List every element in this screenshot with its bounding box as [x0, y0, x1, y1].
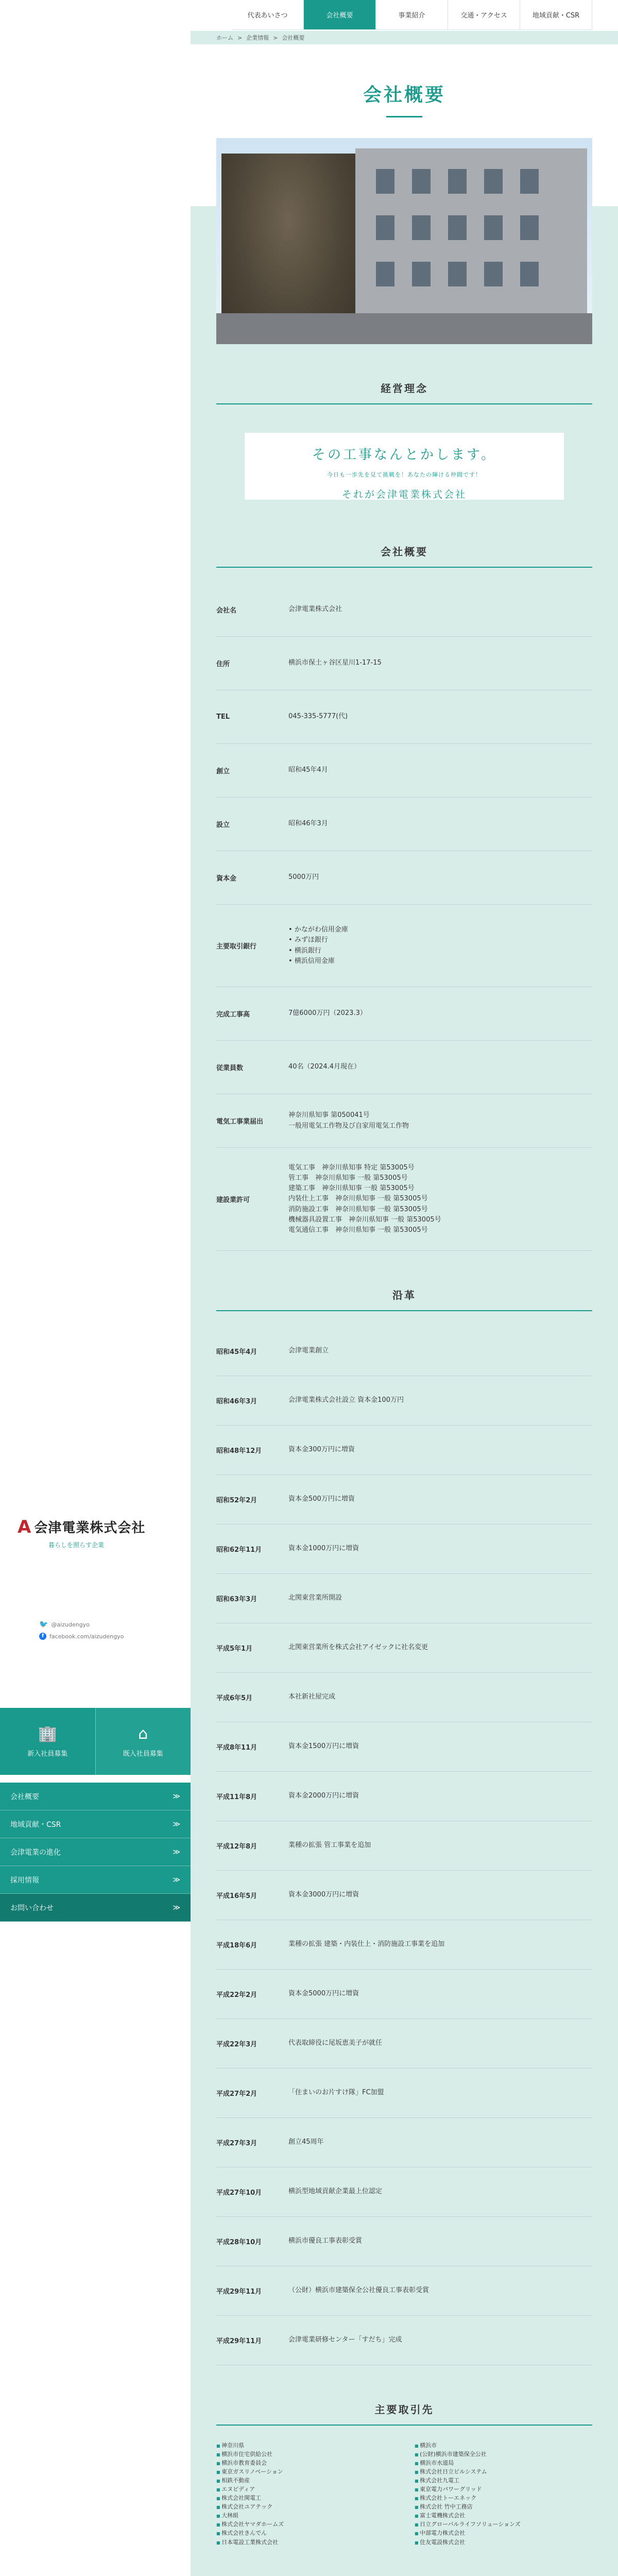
sidebar: [0, 0, 191, 2576]
table-row: 資本金 5000万円: [216, 851, 592, 905]
history-date: 平成29年11月: [216, 2288, 262, 2296]
table-row: 創立 昭和45年4月: [216, 744, 592, 798]
section-divider: [216, 403, 592, 404]
twitter-icon: 🐦: [39, 1620, 48, 1629]
double-chevron-icon: ≫: [173, 1792, 180, 1801]
side-nav: [0, 1783, 191, 1922]
table-row: [216, 2316, 592, 2365]
double-chevron-icon: ≫: [173, 1903, 180, 1912]
overview-table: [216, 583, 592, 1251]
history-date: 平成29年11月: [216, 2337, 262, 2345]
company-logo[interactable]: [18, 1516, 146, 1549]
list-item: ■ 横浜市住宅供給公社: [216, 2450, 394, 2459]
table-row: 会社名 会津電業株式会社: [216, 583, 592, 637]
page-title: 会社概要: [363, 84, 445, 106]
list-item: ■ 株式会社ヤマダホームズ: [216, 2520, 394, 2529]
history-date: 平成12年8月: [216, 1843, 258, 1851]
table-row: [216, 1426, 592, 1475]
philosophy-heading: 経営理念: [381, 382, 428, 395]
table-row: [216, 1920, 592, 1970]
topnav-company[interactable]: 会社概要: [304, 0, 376, 30]
facebook-icon: f: [39, 1633, 46, 1640]
list-item: • みずほ銀行: [288, 935, 592, 945]
history-date: 平成27年2月: [216, 2090, 258, 2098]
history-event: 横浜市優良工事表彰受賞: [288, 2237, 363, 2245]
table-row: [216, 1623, 592, 1673]
table-row: [216, 2167, 592, 2217]
company-building-photo: [216, 138, 592, 344]
clients-heading: 主要取引先: [374, 2403, 434, 2416]
sidenav-contact[interactable]: お問い合わせ ≫: [0, 1894, 191, 1922]
table-row: [216, 2019, 592, 2069]
philosophy-line-3: それが会津電業株式会社: [341, 489, 467, 500]
list-item: ■ (公財)横浜市建築保全公社: [415, 2450, 592, 2459]
history-date: 平成8年11月: [216, 1744, 258, 1752]
list-item: ■ 富士電機株式会社: [415, 2511, 592, 2520]
table-row: [216, 1327, 592, 1376]
bank-list: [288, 925, 592, 967]
list-item: ■ 横浜市教育委員会: [216, 2459, 394, 2467]
list-item: ■ 日立グローバルライフソリューションズ: [415, 2520, 592, 2529]
overview-heading: 会社概要: [381, 546, 428, 558]
history-date: 平成27年10月: [216, 2189, 262, 2197]
history-event: 業種の拡張 建築・内装仕上・消防施設工事業を追加: [288, 1940, 445, 1948]
table-row: [216, 1772, 592, 1821]
list-item: ■ 株式会社関電工: [216, 2494, 394, 2502]
history-event: 会津電業株式会社設立 資本金100万円: [288, 1396, 404, 1404]
history-heading: 沿革: [392, 1289, 416, 1301]
facebook-link[interactable]: f facebook.com/aizudengyo: [39, 1633, 124, 1640]
list-item: ■ 日本電設工業株式会社: [216, 2538, 394, 2547]
history-date: 平成5年1月: [216, 1645, 253, 1653]
history-date: 平成6年5月: [216, 1694, 253, 1702]
table-row: [216, 2217, 592, 2266]
history-event: 創立45周年: [288, 2138, 324, 2146]
sidenav-evolution[interactable]: 会津電業の進化 ≫: [0, 1838, 191, 1866]
list-item: ■ 神奈川県: [216, 2441, 394, 2450]
history-event: 資本金3000万円に増資: [288, 1891, 359, 1899]
section-divider: [216, 567, 592, 568]
list-item: ■ 株式会社ユアテック: [216, 2502, 394, 2511]
history-event: 「住まいのお片すけ隊」FC加盟: [288, 2089, 384, 2097]
history-date: 平成18年6月: [216, 1942, 258, 1950]
history-event: 資本金2000万円に増資: [288, 1792, 359, 1800]
recruit-buttons: [0, 1708, 191, 1775]
table-row: 設立 昭和46年3月: [216, 798, 592, 851]
table-row: 住所 横浜市保土ヶ谷区星川1-17-15: [216, 637, 592, 690]
table-row: [216, 2069, 592, 2118]
double-chevron-icon: ≫: [173, 1820, 180, 1828]
logo-mark-icon: A: [18, 1516, 31, 1537]
history-event: （公財）横浜市建築保全公社優良工事表彰受賞: [288, 2286, 430, 2295]
philosophy-line-1: その工事なんとかします。: [312, 447, 496, 463]
company-tagline: 暮らしを照らす企業: [48, 1541, 105, 1549]
history-date: 平成28年10月: [216, 2239, 262, 2246]
history-event: 北関東営業所を株式会社アイゼックに社名変更: [288, 1643, 428, 1652]
list-item: ■ 横浜市: [415, 2441, 592, 2450]
history-event: 会津電業創立: [288, 1347, 329, 1355]
list-item: ■ 東京電力パワーグリッド: [415, 2485, 592, 2494]
history-event: 資本金1000万円に増資: [288, 1545, 359, 1553]
topnav-business[interactable]: 事業紹介: [376, 0, 448, 30]
history-event: 会津電業研修センター「すだち」完成: [288, 2336, 402, 2344]
list-item: ■ 株式会社九電工: [415, 2476, 592, 2485]
history-date: 昭和45年4月: [216, 1348, 258, 1356]
list-item: ■ 大林組: [216, 2511, 394, 2520]
office-building-icon: 🏢: [38, 1725, 57, 1743]
history-date: 昭和62年11月: [216, 1546, 262, 1554]
list-item: ■ 相鉄不動産: [216, 2476, 394, 2485]
top-nav: [191, 0, 618, 31]
table-row: 従業員数 40名（2024.4月現在）: [216, 1041, 592, 1094]
history-event: 業種の拡張 管工事業を追加: [288, 1841, 371, 1850]
breadcrumb-sep: >: [237, 34, 243, 41]
history-date: 昭和52年2月: [216, 1497, 258, 1504]
history-event: 資本金1500万円に増資: [288, 1742, 359, 1751]
history-event: 横浜型地域貢献企業最上位認定: [288, 2188, 383, 2196]
table-row: [216, 1821, 592, 1871]
topnav-greeting[interactable]: 代表あいさつ: [232, 0, 304, 30]
list-item: ■ 株式会社トーエネック: [415, 2494, 592, 2502]
philosophy-box: [245, 433, 564, 500]
philosophy-panel: [216, 425, 592, 507]
table-row: [216, 1673, 592, 1722]
sns-links: [39, 1620, 124, 1644]
history-event: 資本金300万円に増資: [288, 1446, 355, 1454]
list-item: ■ エヌビディア: [216, 2485, 394, 2494]
clients-column-left: [216, 2441, 394, 2547]
table-row: [216, 2118, 592, 2167]
table-row: [216, 1376, 592, 1426]
table-row: [216, 1722, 592, 1772]
list-item: • 横浜銀行: [288, 946, 592, 956]
table-row: TEL 045-335-5777(代): [216, 690, 592, 744]
list-item: • 横浜信用金庫: [288, 956, 592, 967]
ground-shape: [216, 313, 592, 344]
list-item: • かながわ信用金庫: [288, 925, 592, 935]
table-row: [216, 1475, 592, 1524]
list-item: ■ 株式会社きんでん: [216, 2529, 394, 2537]
sidenav-csr[interactable]: 地域貢献・CSR ≫: [0, 1810, 191, 1838]
history-date: 昭和63年3月: [216, 1596, 258, 1603]
breadcrumb-sep: >: [273, 34, 278, 41]
table-row: 電気工事業届出 神奈川県知事 第050041号 一般用電気工作物及び自家用電気工作物: [216, 1094, 592, 1148]
breadcrumb-current: 会社概要: [282, 35, 305, 41]
recruit-new-button[interactable]: 🏢 新入社員募集: [0, 1708, 95, 1775]
double-chevron-icon: ≫: [173, 1848, 180, 1856]
table-row: [216, 1574, 592, 1623]
philosophy-line-2: 今日も一歩先を見て挑戦を！あなたの輝ける仲間です！: [327, 471, 482, 478]
company-name: 会津電業株式会社: [34, 1520, 146, 1536]
list-item: ■ 横浜市水道局: [415, 2459, 592, 2467]
sidenav-recruit[interactable]: 採用情報 ≫: [0, 1866, 191, 1894]
list-item: ■ 株式会社日立ビルシステム: [415, 2467, 592, 2476]
history-event: 北関東営業所開設: [288, 1594, 342, 1602]
history-date: 昭和46年3月: [216, 1398, 258, 1405]
list-item: ■ 住友電設株式会社: [415, 2538, 592, 2547]
recruit-mid-button[interactable]: ⌂ 既入社員募集: [95, 1708, 191, 1775]
house-icon: ⌂: [138, 1725, 148, 1743]
history-event: 資本金5000万円に増資: [288, 1990, 359, 1998]
sidenav-company[interactable]: 会社概要 ≫: [0, 1783, 191, 1810]
list-item: ■ 中部電力株式会社: [415, 2529, 592, 2537]
history-event: 代表取締役に尾坂恵美子が就任: [288, 2039, 383, 2047]
history-date: 平成27年3月: [216, 2140, 258, 2147]
history-event: 本社新社屋完成: [288, 1693, 336, 1701]
breadcrumb-parent[interactable]: 企業情報: [246, 35, 269, 41]
clients-list: [216, 2441, 592, 2547]
breadcrumb-home[interactable]: ホーム: [216, 35, 233, 41]
clients-column-right: [415, 2441, 592, 2547]
topnav-csr[interactable]: 地域貢献・CSR: [520, 0, 592, 30]
main-content: [191, 0, 618, 2576]
history-date: 平成22年3月: [216, 2041, 258, 2048]
table-row: [216, 1524, 592, 1574]
table-row: [216, 1871, 592, 1920]
topnav-access[interactable]: 交通・アクセス: [448, 0, 520, 30]
double-chevron-icon: ≫: [173, 1875, 180, 1884]
title-underline: [386, 116, 422, 117]
twitter-link[interactable]: 🐦 @aizudengyo: [39, 1620, 90, 1629]
history-date: 平成22年2月: [216, 1991, 258, 1999]
table-row: 完成工事高 7億6000万円（2023.3）: [216, 987, 592, 1041]
section-divider: [216, 1310, 592, 1311]
table-row: 主要取引銀行 • かながわ信用金庫 • みずほ銀行 • 横浜銀行 • 横浜信用金庫: [216, 905, 592, 987]
history-table: [216, 1327, 592, 2365]
list-item: ■ 株式会社 竹中工務店: [415, 2502, 592, 2511]
section-divider: [216, 2425, 592, 2426]
history-date: 昭和48年12月: [216, 1447, 262, 1455]
table-row: [216, 1970, 592, 2019]
history-date: 平成11年8月: [216, 1793, 258, 1801]
table-row: [216, 2266, 592, 2316]
history-event: 資本金500万円に増資: [288, 1495, 355, 1503]
list-item: ■ 東京ガスリノベーション: [216, 2467, 394, 2476]
table-row: 建設業許可 電気工事 神奈川県知事 特定 第53005号 管工事 神奈川県知事 一般 第53005号 建築工事 神奈川県知事 一般 第53005号 内装仕上工事 神奈川県知事 一般 第53005号 消防施設工事 神奈川県知事 一般 第53005号 機械器具設置工事 神奈川県知事 一般 第53005号 電気通信工事 神奈川県知事 一般 第53005号: [216, 1148, 592, 1251]
history-date: 平成16年5月: [216, 1892, 258, 1900]
breadcrumb: [191, 31, 618, 44]
